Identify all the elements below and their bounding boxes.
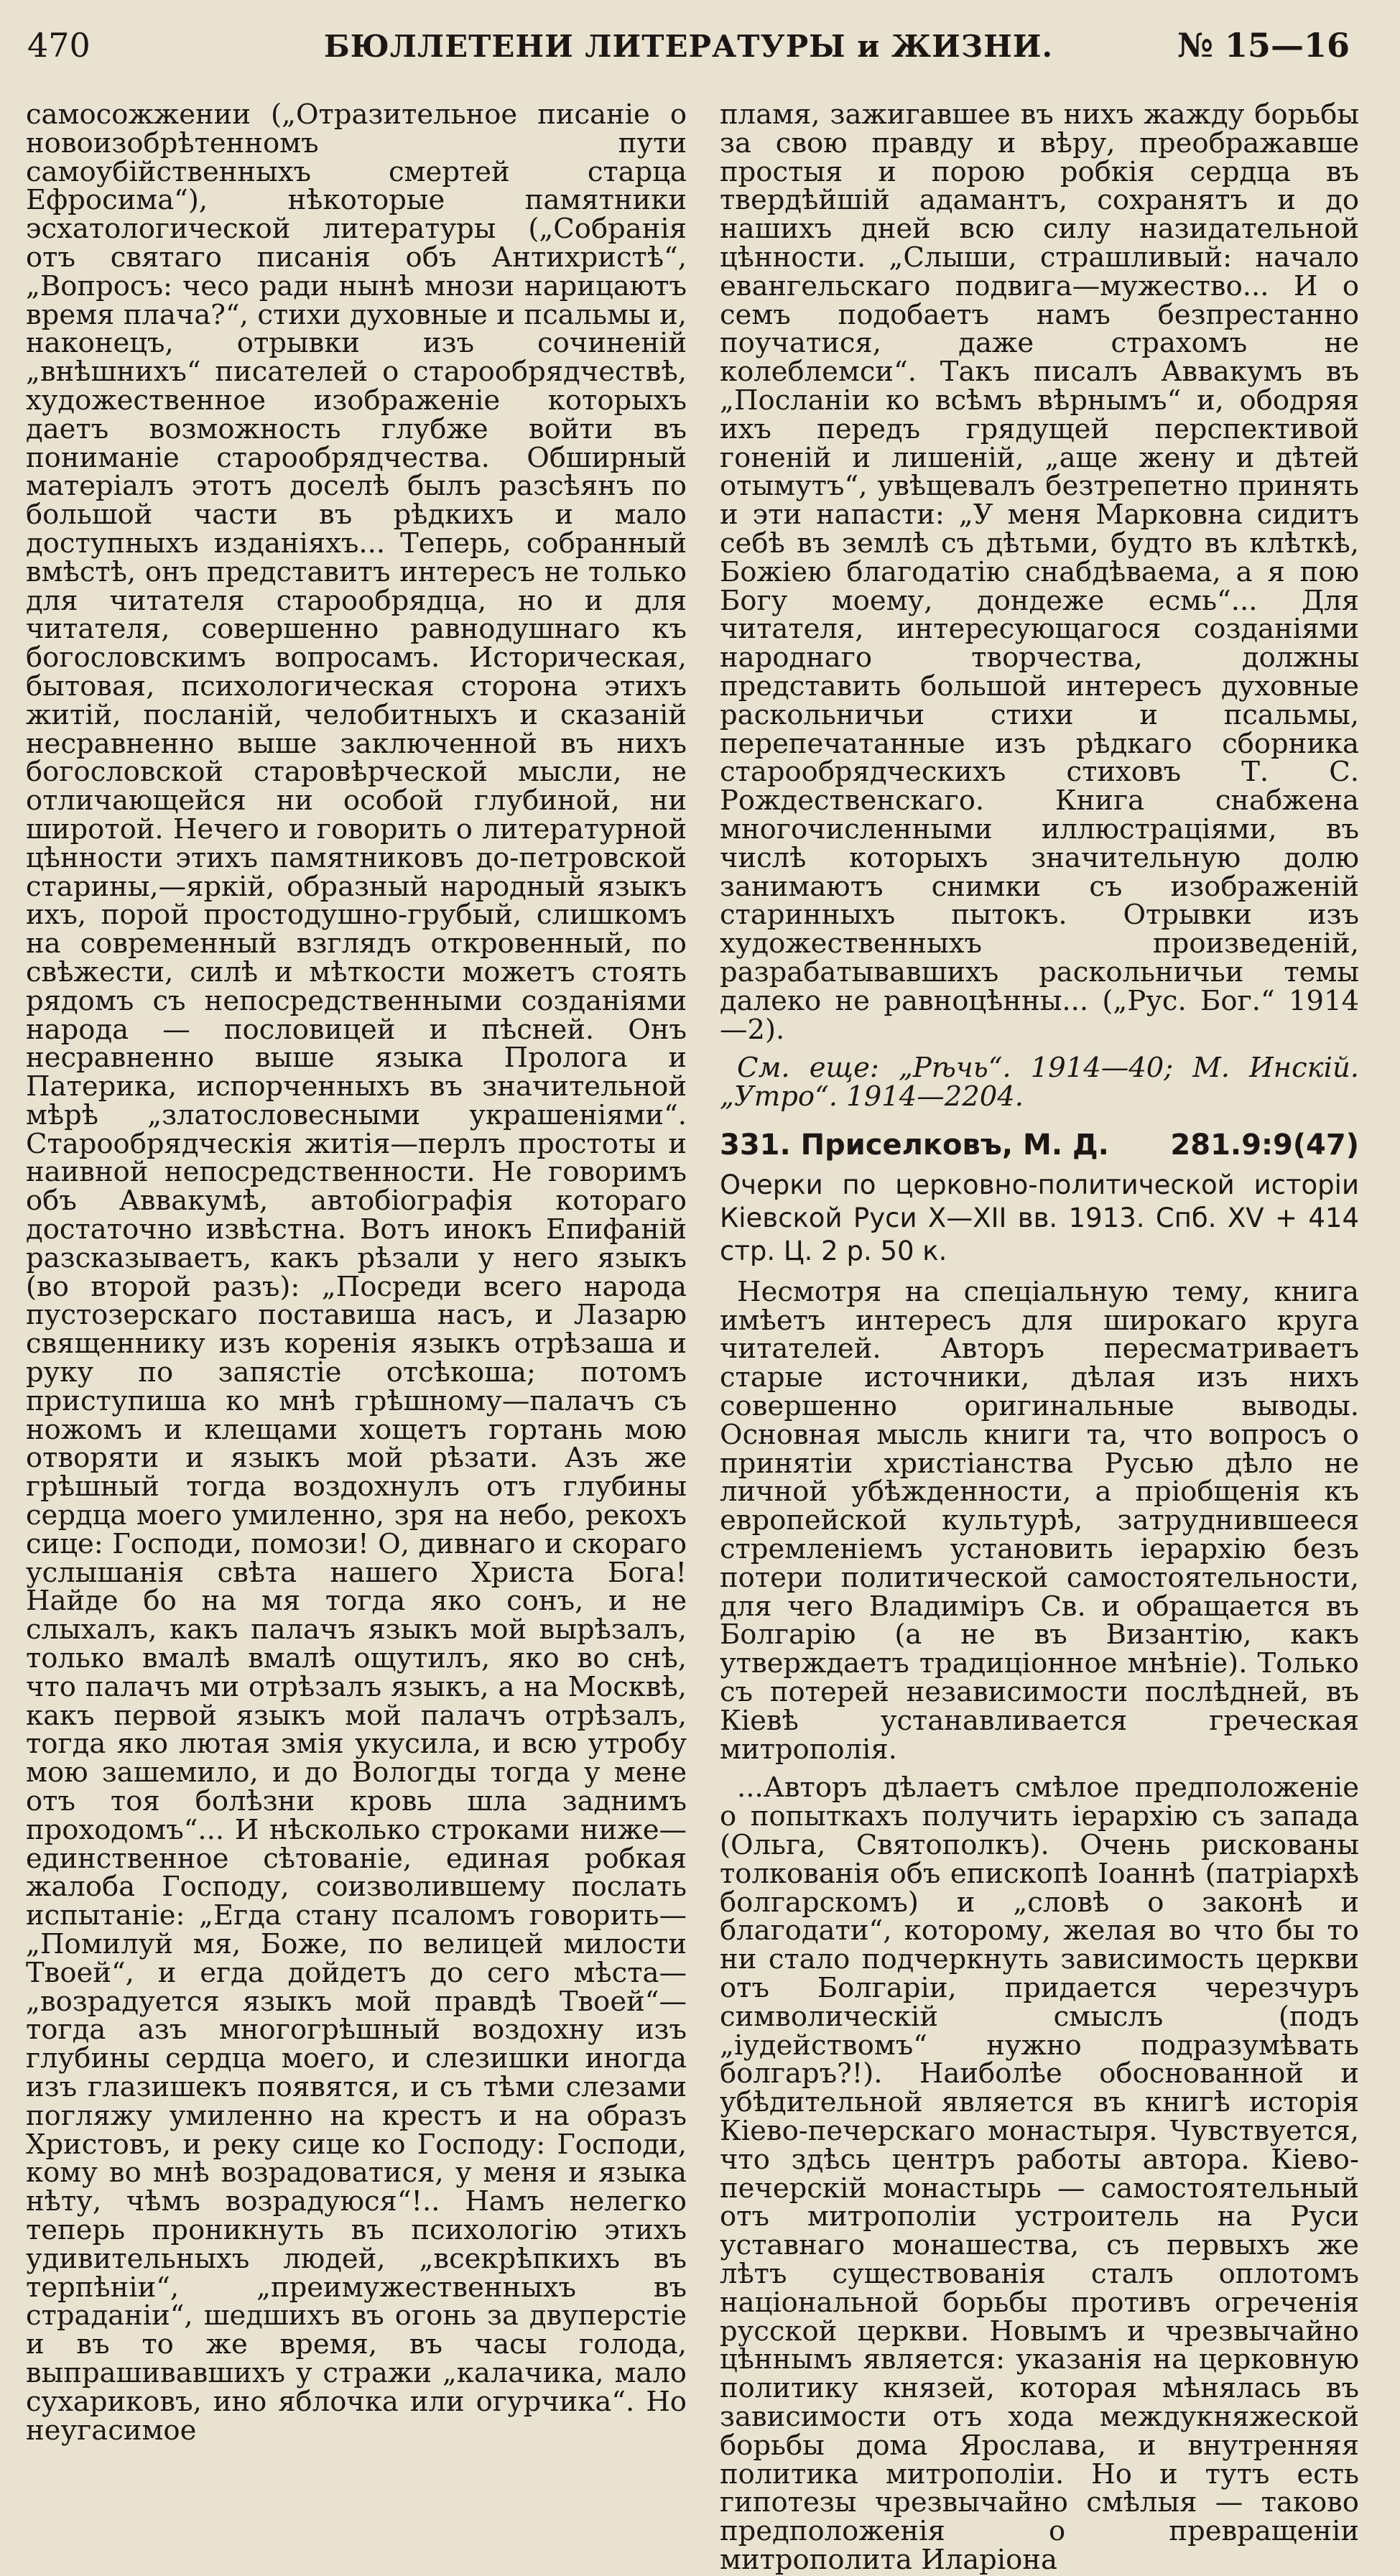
entry-heading	[720, 1127, 1359, 1163]
entry-title: Очерки по церковно-политической исторіи Кіевской Руси X—XII вв. 1913. Спб. XV + 414 стр. Ц. 2 р. 50 к.	[720, 1169, 1359, 1266]
right-column	[720, 98, 1359, 2576]
review-paragraph-1: Несмотря на спеціальную тему, книга имѣетъ интересъ для широкаго круга читателей. Авторъ пересматриваетъ старые источники, дѣлая изъ нихъ совершенно оригинальные выводы. Основная мысль книги та, что вопросъ о принятіи христіанства Русью дѣло не личной убѣжденности, а пріобщенія къ европейской культурѣ, затруднившееся стремленіемъ установить іерархію безъ потери политической самостоятельности, для чего Владиміръ Св. и обращается въ Болгарію (а не въ Византію, какъ утверждаетъ традиціонное мнѣніе). Только съ потерей независимости послѣдней, въ Кіевѣ устанавливается греческая митрополія.	[720, 1275, 1359, 1766]
left-column	[26, 98, 687, 2447]
running-title: БЮЛЛЕТЕНИ ЛИТЕРАТУРЫ и ЖИЗНИ.	[323, 29, 1054, 64]
review-continuation: пламя, зажигавшее въ нихъ жажду борьбы за свою правду и вѣру, преображавше простыя и порою робкія сердца въ твердѣйшій адамантъ, сохранятъ и до нашихъ дней всю силу назидательной цѣнности. „Слыши, страшливый: начало евангельскаго подвига—мужество... И о семъ подобаетъ намъ безпрестанно поучатися, даже страхомъ не колеблемси“. Такъ писалъ Аввакумъ въ „Посланіи ко всѣмъ вѣрнымъ“ и, ободряя ихъ передъ грядущей перспективой гоненій и лишеній, „аще жену и дѣтей отымутъ“, увѣщевалъ безтрепетно принять и эти напасти: „У меня Марковна сидитъ себѣ въ землѣ съ дѣтьми, будто въ клѣткѣ, Божіею благодатію снабдѣваема, а я пою Богу моему, дондеже есмь“... Для читателя, интересующагося созданіями народнаго творчества, должны представить большой интересъ духовные раскольничьи стихи и псальмы, перепечатанные изъ рѣдкаго сборника старообрядческихъ стиховъ Т. С. Рождественскаго. Книга снабжена многочисленными иллюстраціями, въ числѣ которыхъ значительную долю занимаютъ снимки съ изображеній старинныхъ пытокъ. Отрывки изъ художественныхъ произведеній, разрабатывавшихъ раскольничьи темы далеко не равноцѣнны... („Рус. Бог.“ 1914—2).	[720, 98, 1359, 1046]
see-also-references: См. еще: „Рѣчь“. 1914—40; М. Инскій. „Утро“. 1914—2204.	[720, 1052, 1359, 1113]
entry-classification: 281.9:9(47)	[1170, 1128, 1359, 1162]
entry-number-author: 331. Приселковъ, М. Д.	[720, 1128, 1109, 1162]
left-column-text: самосожжении („Отразительное писаніе о новоизобрѣтенномъ пути самоубійственныхъ смертей старца Ефросима“), нѣкоторые памятники эсхатологической литературы („Собранія отъ святаго писанія объ Антихристѣ“, „Вопросъ: чесо ради нынѣ мнози нарицаютъ время плача?“, стихи духовные и псальмы и, наконецъ, отрывки изъ сочиненій „внѣшнихъ“ писателей о старообрядчествѣ, художественное изображеніе которыхъ даетъ возможность глубже войти въ пониманіе старообрядчества. Обширный матеріалъ этотъ доселѣ былъ разсѣянъ по большой части въ рѣдкихъ и мало доступныхъ изданіяхъ... Теперь, собранный вмѣстѣ, онъ представитъ интересъ не только для читателя старообрядца, но и для читателя, совершенно равнодушнаго къ богословскимъ вопросамъ. Историческая, бытовая, психологическая сторона этихъ житій, посланій, челобитныхъ и сказаній несравненно выше заключенной въ нихъ богословской старовѣрческой мысли, не отличающейся ни особой глубиной, ни широтой. Нечего и говорить о литературной цѣнности этихъ памятниковъ до-петровской старины,—яркій, образный народный языкъ ихъ, порой простодушно-грубый, слишкомъ на современный взглядъ откровенный, по свѣжести, силѣ и мѣткости можетъ стоять рядомъ съ непосредственными созданіями народа — пословицей и пѣсней. Онъ несравненно выше языка Пролога и Патерика, испорченныхъ въ значительной мѣрѣ „златословесными украшеніями“. Старообрядческія житія—перлъ простоты и наивной непосредственности. Не говоримъ объ Аввакумѣ, автобіографія котораго достаточно извѣстна. Вотъ инокъ Епифаній разсказываетъ, какъ рѣзали у него языкъ (во второй разъ): „Посреди всего народа пустозерскаго поставиша насъ, и Лазарю священнику изъ коренія языкъ отрѣзаша и руку по запястіе отсѣкоша; потомъ приступиша ко мнѣ грѣшному—палачъ съ ножомъ и клещами хощетъ гортань мою отворяти и языкъ мой рѣзати. Азъ же грѣшный тогда воздохнулъ отъ глубины сердца моего умиленно, зря на небо, рекохъ сице: Господи, помози! О, дивнаго и скораго услышанія свѣта нашего Христа Бога! Найде бо на мя тогда яко сонъ, и не слыхалъ, какъ палачъ языкъ мой вырѣзалъ, только вмалѣ вмалѣ ощутилъ, яко во снѣ, что палачъ ми отрѣзалъ языкъ, а на Москвѣ, какъ первой языкъ мой палачъ отрѣзалъ, тогда яко лютая змія укусила, и всю утробу мою зашемило, и до Вологды тогда у мене отъ тоя болѣзни кровь шла заднимъ проходомъ“... И нѣсколько строками ниже—единственное сѣтованіе, единая робкая жалоба Господу, соизволившему послать испытаніе: „Егда стану псаломъ говорить—„Помилуй мя, Боже, по велицей милости Твоей“, и егда дойдетъ до сего мѣста—„возрадуется языкъ мой правдѣ Твоей“—тогда азъ многогрѣшный воздохну изъ глубины сердца моего, и слезишки иногда изъ глазишекъ появятся, и съ тѣми слезами погляжу умиленно на крестъ и на образъ Христовъ, и реку сице ко Господу: Господи, кому во мнѣ возрадоватися, у меня и языка нѣту, чѣмъ возрадуюся“!.. Намъ нелегко теперь проникнуть въ психологію этихъ удивительныхъ людей, „всекрѣпкихъ въ терпѣніи“, „преимужественныхъ въ страданіи“, шедшихъ въ огонь за двуперстіе и въ то же время, въ часы голода, выпрашивавшихъ у стражи „калачика, мало сухариковъ, ино яблочка или огурчика“. Но неугасимое	[26, 98, 687, 2447]
page-header	[27, 16, 1350, 82]
page-number: 470	[27, 26, 91, 65]
review-paragraph-2: ...Авторъ дѣлаетъ смѣлое предположеніе о попыткахъ получить іерархію съ запада (Ольга, Святополкъ). Очень рискованы толкованія объ епископѣ Іоаннѣ (патріархѣ болгарскомъ) и „словѣ о законѣ и благодати“, которому, желая во что бы то ни стало подчеркнуть зависимость церкви отъ Болгаріи, придается черезчуръ символическій смыслъ (подъ „іудействомъ“ нужно подразумѣвать болгаръ?!). Наиболѣе обоснованной и убѣдительной является въ книгѣ исторія Кіево-печерскаго монастыря. Чувствуется, что здѣсь центръ работы автора. Кіево-печерскій монастырь — самостоятельный отъ митрополіи устроитель на Руси уставнаго монашества, съ первыхъ же лѣтъ существованія сталъ оплотомъ національной борьбы противъ огреченія русской церкви. Новымъ и чрезвычайно цѣннымъ является: указанія на церковную политику князей, которая мѣнялась въ зависимости отъ хода междукняжеской борьбы дома Ярослава, и внутренняя политика митрополіи. Но и тутъ есть гипотезы чрезвычайно смѣлыя — таково предположенія о превращеніи митрополита Иларіона	[720, 1771, 1359, 2576]
issue-number: № 15—16	[1177, 26, 1350, 65]
